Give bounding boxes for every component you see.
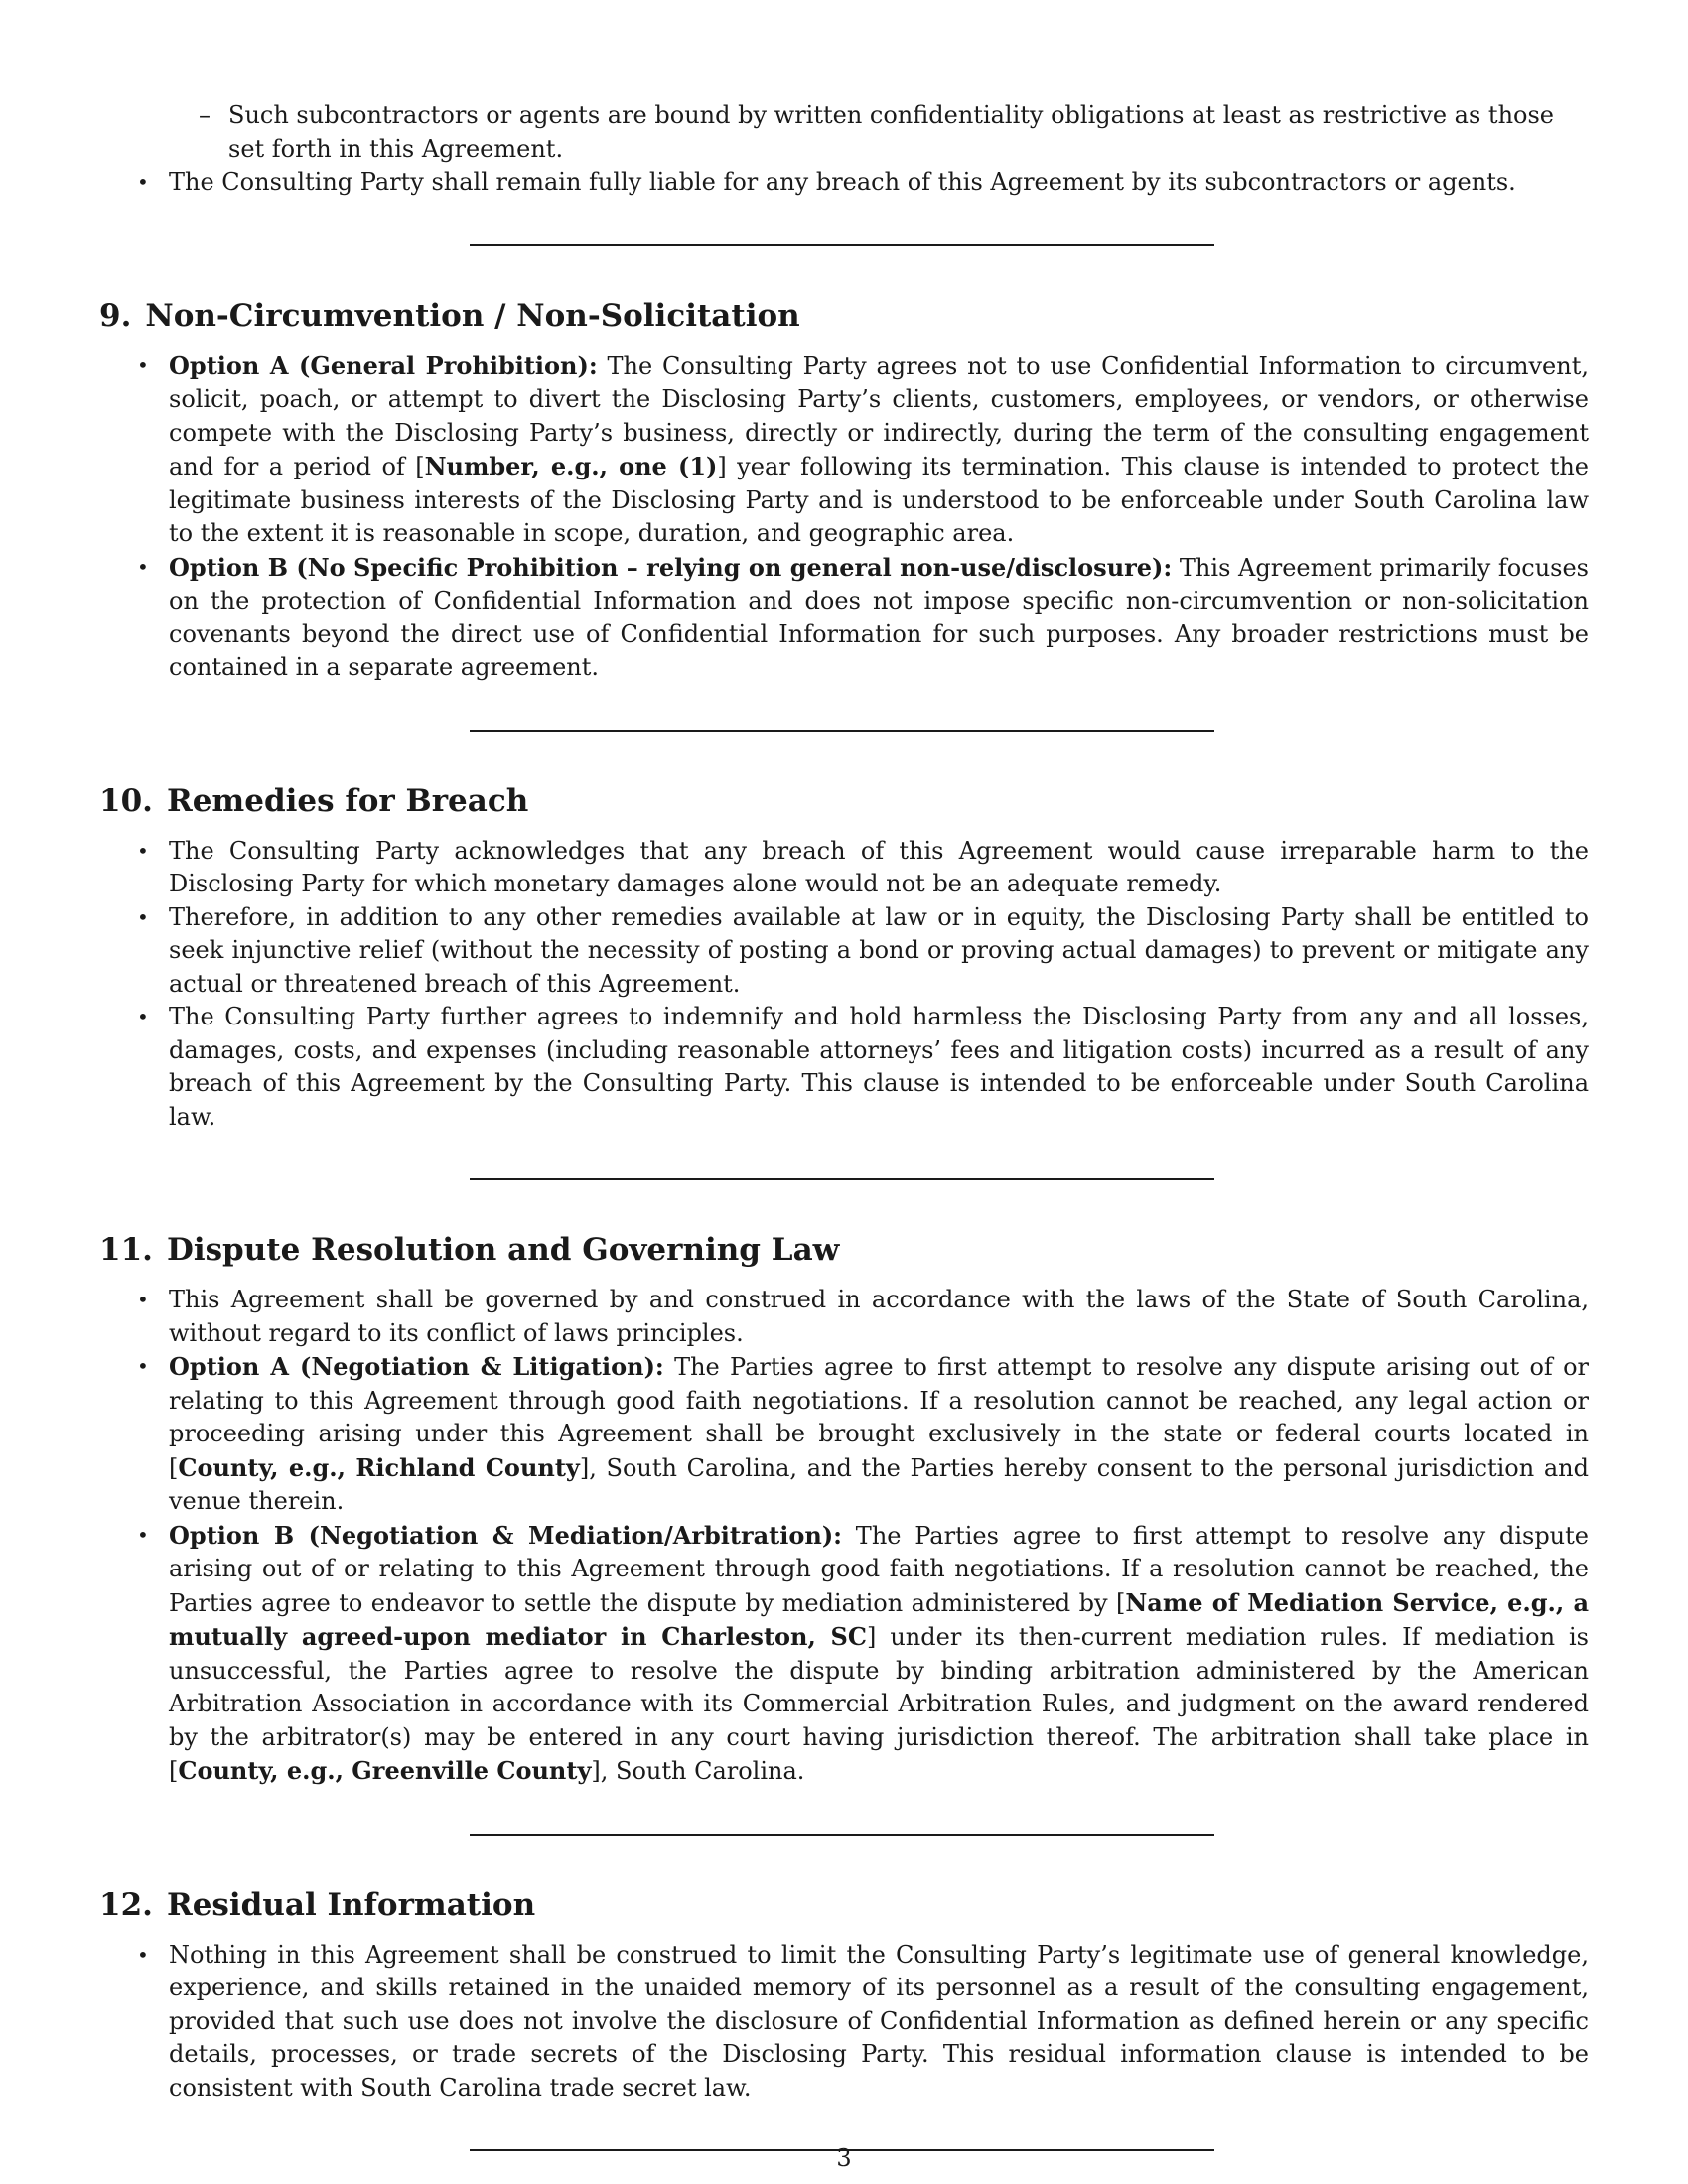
list-item-text: The Consulting Party acknowledges that any breach of this Agreement would cause irreparable harm to the Disclosing Party for which monetary damages alone would not be an adequate remedy. bbox=[169, 836, 1589, 897]
section-title: Residual Information bbox=[166, 1886, 536, 1923]
list-item-text: This Agreement shall be governed by and construed in accordance with the laws of the State of South Carolina, without regard to its conflict of laws principles. bbox=[169, 1286, 1589, 1347]
list-item-text: Nothing in this Agreement shall be construed to limit the Consulting Party’s legitimate use of general knowledge, experience, and skills retained in the unaided memory of its personnel as a result of the consulting engagement, provided that such use does not involve the disclosure of Confidential Information as defined herein or any specific details, processes, or trade secrets of the Disclosing Party. This residual information clause is intended to be consistent with South Carolina trade secret law. bbox=[169, 1940, 1589, 2102]
section-12-list bbox=[99, 1939, 1589, 2106]
list-item-text: The Consulting Party further agrees to indemnify and hold harmless the Disclosing Party from any and all losses, damages, costs, and expenses (including reasonable attorneys’ fees and litigation costs) incurred as a result of any breach of this Agreement by the Consulting Party. This clause is intended to be enforceable under South Carolina law. bbox=[169, 1003, 1589, 1131]
section-heading-12 bbox=[99, 1885, 1589, 1925]
option-text: The Parties agree to first attempt to resolve any dispute arising out of or relating to this Agreement through good faith negotiations. If a resolution cannot be reached, any legal action or proceeding arising under this Agreement shall be brought exclusively in the state or federal courts located in [ bbox=[169, 1353, 1589, 1482]
bullet-marker: • bbox=[137, 838, 149, 863]
section-11-list bbox=[99, 1284, 1589, 1789]
sub-list-item bbox=[199, 99, 1589, 166]
sub-list-item-text: Such subcontractors or agents are bound by written confidentiality obligations at least as restrictive as those set forth in this Agreement. bbox=[228, 101, 1554, 163]
option-label: Option B (No Specific Prohibition – relying on general non-use/disclosure): bbox=[169, 552, 1173, 582]
placeholder-text: Name of Mediation Service, e.g., a mutually agreed-upon mediator in Charleston, SC bbox=[169, 1587, 1589, 1651]
section-number: 11. bbox=[99, 1232, 153, 1268]
continuation-list bbox=[99, 166, 1589, 200]
option-b-item bbox=[99, 1519, 1589, 1789]
bullet-marker: • bbox=[137, 170, 149, 194]
section-divider bbox=[470, 244, 1214, 246]
section-divider bbox=[470, 1834, 1214, 1836]
option-label: Option A (General Prohibition): bbox=[169, 350, 598, 380]
section-divider bbox=[470, 730, 1214, 732]
placeholder-text: County, e.g., Greenville County bbox=[178, 1756, 592, 1785]
option-b-item bbox=[99, 551, 1589, 685]
section-title: Dispute Resolution and Governing Law bbox=[166, 1232, 840, 1268]
section-number: 12. bbox=[99, 1886, 153, 1923]
bullet-marker: • bbox=[137, 1288, 149, 1311]
section-title: Non-Circumvention / Non-Solicitation bbox=[145, 297, 800, 334]
list-item bbox=[99, 1939, 1589, 2106]
list-item-text: Therefore, in addition to any other remedies available at law or in equity, the Disclosing Party shall be entitled to seek injunctive relief (without the necessity of posting a bond or proving actual damages) to prevent or mitigate any actual or threatened breach of this Agreement. bbox=[169, 902, 1589, 998]
section-title: Remedies for Breach bbox=[166, 782, 529, 819]
document-page bbox=[99, 99, 1589, 2151]
option-label: Option A (Negotiation & Litigation): bbox=[169, 1352, 664, 1381]
list-item bbox=[99, 1001, 1589, 1134]
sub-list bbox=[199, 99, 1589, 166]
list-item bbox=[99, 1284, 1589, 1350]
option-text: ], South Carolina. bbox=[591, 1757, 805, 1785]
bullet-marker: • bbox=[137, 1942, 149, 1967]
bullet-marker: • bbox=[137, 554, 149, 579]
list-item-text: The Consulting Party shall remain fully liable for any breach of this Agreement by its subcontractors or agents. bbox=[169, 168, 1516, 196]
option-text: The Consulting Party agrees not to use Confidential Information to circumvent, solicit, poach, or attempt to divert the Disclosing Party’s clients, customers, employees, or vendors, or otherwise compete with the Disclosing Party’s business, directly or indirectly, during the term of the consulting engagement and for a period of [ bbox=[169, 351, 1589, 480]
option-text: ], South Carolina, and the Parties hereby consent to the personal jurisdiction and venue therein. bbox=[169, 1453, 1589, 1515]
option-a-item bbox=[99, 1350, 1589, 1519]
section-divider bbox=[470, 1178, 1214, 1180]
option-text: This Agreement primarily focuses on the protection of Confidential Information and does not impose specific non-circumvention or non-solicitation covenants beyond the direct use of Confidential Information for such purposes. Any broader restrictions must be contained in a separate agreement. bbox=[169, 553, 1589, 681]
bullet-marker: • bbox=[137, 1354, 149, 1378]
section-heading-11 bbox=[99, 1230, 1589, 1270]
placeholder-text: County, e.g., Richland County bbox=[178, 1452, 580, 1482]
list-item bbox=[99, 166, 1589, 200]
section-number: 9. bbox=[99, 297, 132, 334]
option-text: ] under its then-current mediation rules. If mediation is unsuccessful, the Parties agree to resolve the dispute by binding arbitration administered by the American Arbitration Association in accordance with its Commercial Arbitration Rules, and judgment on the award rendered by the arbitrator(s) may be entered in any court having jurisdiction thereof. The arbitration shall take place in [ bbox=[169, 1623, 1590, 1785]
section-10-list bbox=[99, 835, 1589, 1135]
bullet-marker: • bbox=[137, 1005, 149, 1028]
bullet-marker: • bbox=[137, 904, 149, 929]
section-number: 10. bbox=[99, 782, 153, 819]
dash-marker: – bbox=[199, 101, 211, 129]
placeholder-text: Number, e.g., one (1) bbox=[424, 452, 718, 480]
option-text: ] year following its termination. This clause is intended to protect the legitimate business interests of the Disclosing Party and is understood to be enforceable under South Carolina law to the extent it is reasonable in scope, duration, and geographic area. bbox=[169, 453, 1589, 547]
page-number: 3 bbox=[836, 2144, 852, 2172]
option-a-item bbox=[99, 349, 1589, 551]
section-heading-9 bbox=[99, 296, 1589, 336]
option-label: Option B (Negotiation & Mediation/Arbitration): bbox=[169, 1520, 843, 1550]
bullet-marker: • bbox=[137, 1522, 149, 1547]
list-item bbox=[99, 835, 1589, 901]
section-9-list bbox=[99, 349, 1589, 685]
section-heading-10 bbox=[99, 781, 1589, 821]
option-text: The Parties agree to first attempt to resolve any dispute arising out of or relating to this Agreement through good faith negotiations. If a resolution cannot be reached, the Parties agree to endeavor to settle the dispute by mediation administered by [ bbox=[169, 1521, 1589, 1617]
bullet-marker: • bbox=[137, 352, 149, 377]
list-item bbox=[99, 901, 1589, 1002]
